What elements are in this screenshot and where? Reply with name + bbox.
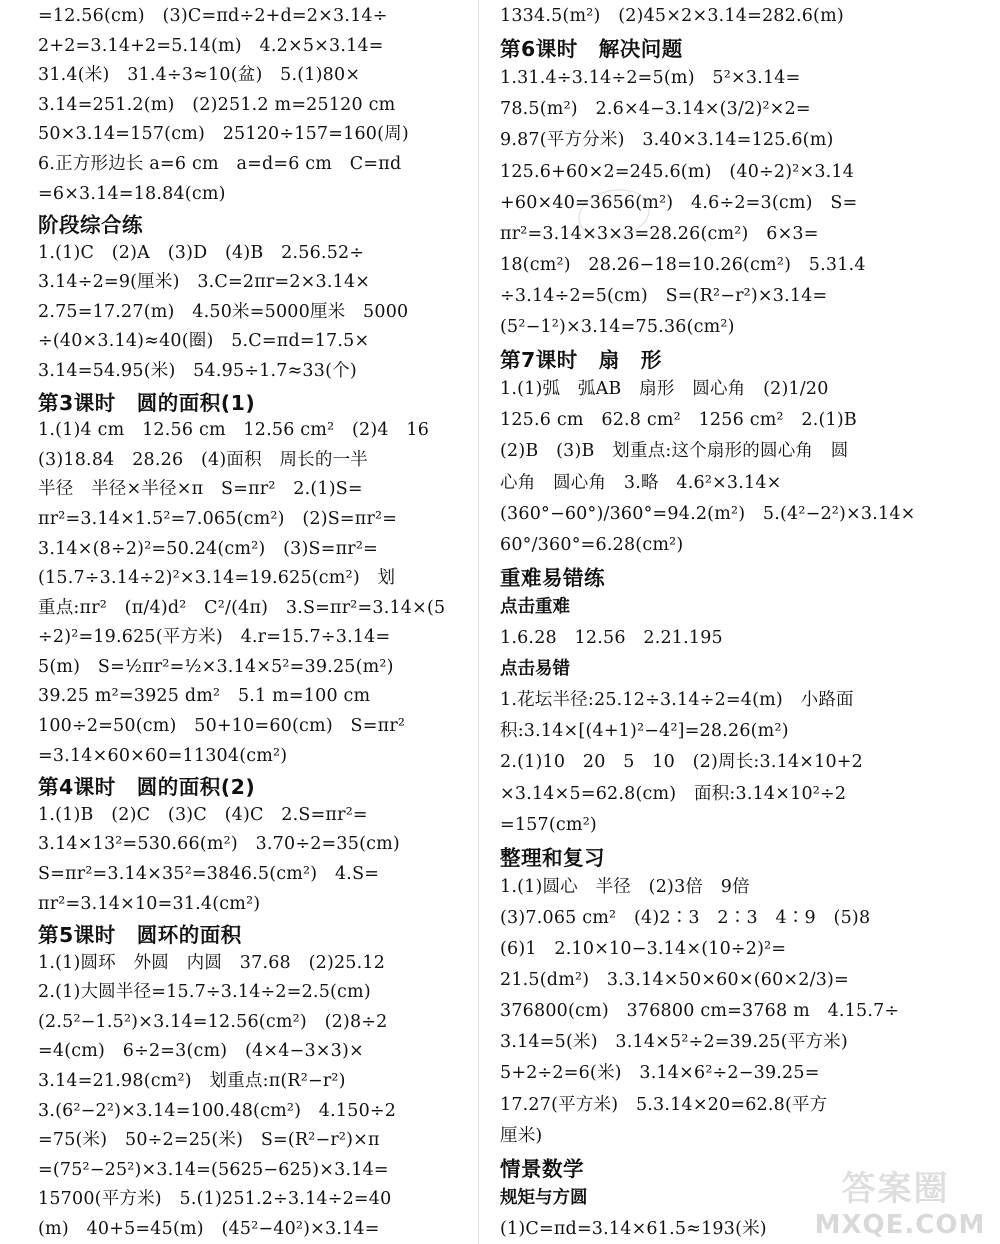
text-line: 1.(1)4 cm 12.56 cm 12.56 cm² (2)4 16 (38, 420, 430, 440)
text-line: (1)C=πd=3.14×61.5≈193(米) (500, 1219, 767, 1239)
text-line: 50×3.14=157(cm) 25120÷157=160(周) (38, 124, 409, 144)
text-line: 半径 半径×半径×π S=πr² 2.(1)S= (38, 479, 363, 499)
text-line: 18(cm²) 28.26−18=10.26(cm²) 5.31.4 (500, 255, 866, 275)
section-heading: 第3课时 圆的面积(1) (38, 391, 256, 415)
text-line: 3.(6²−2²)×3.14=100.48(cm²) 4.150÷2 (38, 1101, 397, 1121)
text-line: 5+2÷2=6(米) 3.14×6²÷2−39.25= (500, 1063, 820, 1083)
section-heading: 第7课时 扇 形 (500, 348, 662, 372)
text-line: 1.(1)圆心 半径 (2)3倍 9倍 (500, 877, 750, 897)
text-line: 2.(1)大圆半径=15.7÷3.14÷2=2.5(cm) (38, 982, 371, 1002)
section-heading: 重难易错练 (500, 566, 605, 590)
section-heading: 整理和复习 (500, 846, 605, 870)
section-heading: 情景数学 (500, 1157, 584, 1181)
text-line: πr²=3.14×3×3=28.26(cm²) 6×3= (500, 224, 819, 244)
text-line: 39.25 m²=3925 dm² 5.1 m=100 cm (38, 686, 371, 706)
text-line: =157(cm²) (500, 815, 597, 835)
text-line: (3)7.065 cm² (4)2∶3 2∶3 4∶9 (5)8 (500, 908, 871, 928)
text-line: =12.56(cm) (3)C=πd÷2+d=2×3.14÷ (38, 6, 388, 26)
text-line: 1.6.28 12.56 2.21.195 (500, 628, 723, 648)
text-line: (2.5²−1.5²)×3.14=12.56(cm²) (2)8÷2 (38, 1012, 388, 1032)
text-line: 1334.5(m²) (2)45×2×3.14=282.6(m) (500, 6, 844, 26)
text-line: 3.14=5(米) 3.14×5²÷2=39.25(平方米) (500, 1032, 848, 1052)
text-line: πr²=3.14×1.5²=7.065(cm²) (2)S=πr²= (38, 509, 398, 529)
text-line: =6×3.14=18.84(cm) (38, 184, 226, 204)
section-heading: 第4课时 圆的面积(2) (38, 775, 256, 799)
text-line: =3.14×60×60=11304(cm²) (38, 746, 288, 766)
text-line: 1.(1)B (2)C (3)C (4)C 2.S=πr²= (38, 805, 368, 825)
text-line: ×3.14×5=62.8(cm) 面积:3.14×10²÷2 (500, 784, 847, 804)
subsection-heading: 点击易错 (500, 659, 570, 679)
text-line: (360°−60°)/360°=94.2(m²) 5.(4²−2²)×3.14× (500, 504, 916, 524)
text-line: 3.14÷2=9(厘米) 3.C=2πr=2×3.14× (38, 272, 371, 292)
text-line: 17.27(平方米) 5.3.14×20=62.8(平方 (500, 1095, 828, 1115)
text-line: 1.(1)弧 弧AB 扇形 圆心角 (2)1/20 (500, 379, 829, 399)
text-line: S=πr²=3.14×35²=3846.5(cm²) 4.S= (38, 864, 380, 884)
text-line: 9.87(平方分米) 3.40×3.14=125.6(m) (500, 130, 834, 150)
text-line: (15.7÷3.14÷2)²×3.14=19.625(cm²) 划 (38, 568, 396, 588)
section-heading: 阶段综合练 (38, 213, 143, 237)
subsection-heading: 点击重难 (500, 597, 570, 617)
text-line: 2.(1)10 20 5 10 (2)周长:3.14×10+2 (500, 752, 864, 772)
text-line: =(75²−25²)×3.14=(5625−625)×3.14= (38, 1160, 389, 1180)
text-line: (3)18.84 28.26 (4)面积 周长的一半 (38, 450, 368, 470)
section-heading: 第5课时 圆环的面积 (38, 923, 242, 947)
text-line: 15700(平方米) 5.(1)251.2÷3.14÷2=40 (38, 1189, 392, 1209)
text-line: 60°/360°=6.28(cm²) (500, 535, 684, 555)
text-line: 积:3.14×[(4+1)²−4²]=28.26(m²) (500, 721, 789, 741)
text-line: 125.6+60×2=245.6(m) (40÷2)²×3.14 (500, 162, 855, 182)
text-line: 1.(1)圆环 外圆 内圆 37.68 (2)25.12 (38, 953, 386, 973)
text-line: 2+2=3.14+2=5.14(m) 4.2×5×3.14= (38, 36, 384, 56)
text-line: 1.花坛半径:25.12÷3.14÷2=4(m) 小路面 (500, 690, 854, 710)
text-line: +60×40=3656(m²) 4.6÷2=3(cm) S= (500, 193, 858, 213)
text-line: 厘米) (500, 1126, 543, 1146)
text-line: 3.14×(8÷2)²=50.24(cm²) (3)S=πr²= (38, 539, 378, 559)
text-line: 3.14=54.95(米) 54.95÷1.7≈33(个) (38, 361, 357, 381)
text-line: 2.75=17.27(m) 4.50米=5000厘米 5000 (38, 302, 409, 322)
text-line: 6.正方形边长 a=6 cm a=d=6 cm C=πd (38, 154, 402, 174)
text-line: 376800(cm) 376800 cm=3768 m 4.15.7÷ (500, 1001, 900, 1021)
text-line: 31.4(米) 31.4÷3≈10(盆) 5.(1)80× (38, 65, 361, 85)
text-line: =75(米) 50÷2=25(米) S=(R²−r²)×π (38, 1130, 380, 1150)
text-line: 125.6 cm 62.8 cm² 1256 cm² 2.(1)B (500, 410, 857, 430)
section-heading: 第6课时 解决问题 (500, 37, 683, 61)
text-line: 5(m) S=½πr²=½×3.14×5²=39.25(m²) (38, 657, 394, 677)
subsection-heading: 规矩与方圆 (500, 1188, 588, 1208)
text-line: 1.31.4÷3.14÷2=5(m) 5²×3.14= (500, 68, 801, 88)
text-line: 21.5(dm²) 3.3.14×50×60×(60×2/3)= (500, 970, 849, 990)
text-line: =4(cm) 6÷2=3(cm) (4×4−3×3)× (38, 1041, 364, 1061)
text-line: 78.5(m²) 2.6×4−3.14×(3/2)²×2= (500, 99, 811, 119)
text-line: 3.14=21.98(cm²) 划重点:π(R²−r²) (38, 1071, 346, 1091)
text-line: 100÷2=50(cm) 50+10=60(cm) S=πr² (38, 716, 406, 736)
watermark-logo: 答案圈 (841, 1168, 950, 1209)
text-line: (6)1 2.10×10−3.14×(10÷2)²= (500, 939, 787, 959)
text-line: 心角 圆心角 3.略 4.6²×3.14× (500, 473, 782, 493)
text-line: 3.14=251.2(m) (2)251.2 m=25120 cm (38, 95, 396, 115)
text-line: ÷3.14÷2=5(cm) S=(R²−r²)×3.14= (500, 286, 828, 306)
text-line: 1.(1)C (2)A (3)D (4)B 2.56.52÷ (38, 243, 365, 263)
watermark-site: MXQE.COM (814, 1210, 986, 1240)
text-line: 重点:πr² (π/4)d² C²/(4π) 3.S=πr²=3.14×(5 (38, 598, 446, 618)
column-divider (478, 0, 479, 1244)
text-line: (2)B (3)B 划重点:这个扇形的圆心角 圆 (500, 441, 849, 461)
text-line: ÷2)²=19.625(平方米) 4.r=15.7÷3.14= (38, 627, 391, 647)
text-line: (m) 40+5=45(m) (45²−40²)×3.14= (38, 1219, 380, 1239)
text-line: πr²=3.14×10=31.4(cm²) (38, 894, 261, 914)
text-line: 3.14×13²=530.66(m²) 3.70÷2=35(cm) (38, 834, 400, 854)
text-line: ÷(40×3.14)≈40(圈) 5.C=πd=17.5× (38, 331, 370, 351)
text-line: (5²−1²)×3.14=75.36(cm²) (500, 317, 735, 337)
